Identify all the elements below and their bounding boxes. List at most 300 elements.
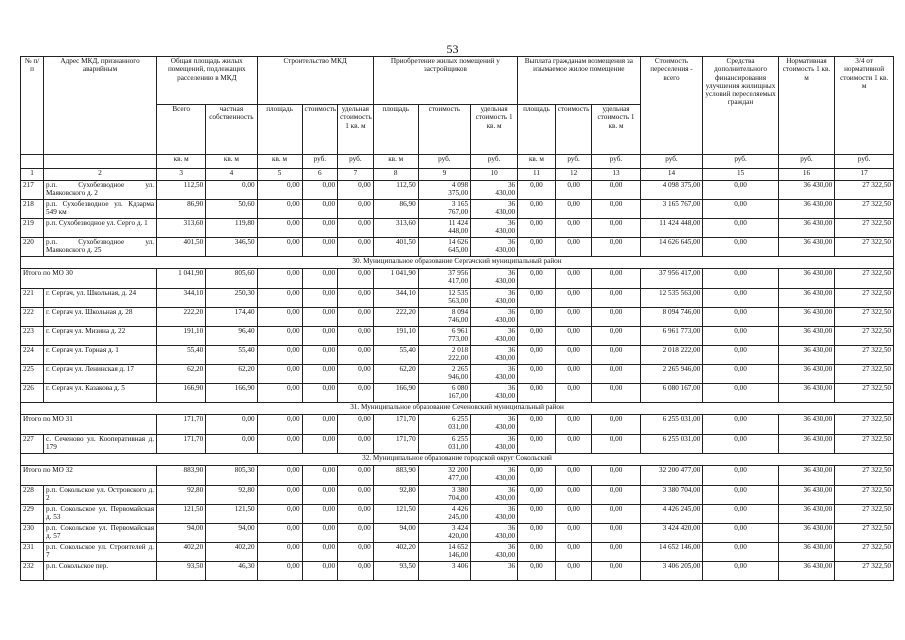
build-unit-cost: 0,00 [338,562,374,581]
build-cost: 0,00 [302,365,338,384]
subtotal-row [21,466,894,486]
pay-cost: 0,00 [555,269,592,289]
pay-area: 0,00 [518,346,556,365]
buy-area: 344,10 [373,289,418,308]
build-cost: 0,00 [302,384,338,403]
three-quarters-cost: 27 322,50 [835,238,894,257]
column-number: 6 [302,169,338,181]
private-area: 119,80 [206,219,257,238]
pay-cost: 0,00 [555,365,592,384]
extra-funds: 0,00 [703,200,778,219]
section-heading-row [21,454,894,466]
build-area: 0,00 [257,181,302,200]
extra-funds: 0,00 [703,435,778,454]
buy-unit-line1: 36 [507,200,516,208]
row-address: г. Сергач ул. Казакова д. 5 [44,384,157,403]
pay-cost: 0,00 [555,466,592,486]
buy-unit-line2: 430,00 [495,373,516,382]
table-row [21,384,894,403]
extra-funds: 0,00 [703,181,778,200]
subheader-build-cost: стоимость [302,105,338,155]
buy-unit-cost [471,524,518,543]
buy-cost-line1: 2 265 [451,365,469,373]
buy-unit-line1: 36 [507,466,516,474]
buy-area: 92,80 [373,486,418,505]
buy-unit-line2: 430,00 [495,335,516,344]
table-row [21,308,894,327]
column-number: 15 [703,169,778,181]
buy-area: 171,70 [373,415,418,435]
build-unit-cost: 0,00 [338,346,374,365]
table-row [21,289,894,308]
row-number: 221 [21,289,44,308]
table-row [21,200,894,219]
private-area: 250,30 [206,289,257,308]
header-extra-funds: Средства дополнительного финансирования улучшения жилищных условий переселяемых граждан [703,57,778,155]
buy-cost [418,308,470,327]
buy-unit-line2: 430,00 [495,227,516,236]
buy-unit-cost [471,289,518,308]
buy-unit-cost [471,435,518,454]
build-area: 0,00 [257,562,302,581]
buy-unit-line1: 36 [507,327,516,335]
norm-unit-cost: 36 430,00 [778,466,835,486]
buy-unit-cost [471,505,518,524]
pay-cost: 0,00 [555,384,592,403]
build-unit-cost: 0,00 [338,200,374,219]
build-cost: 0,00 [302,200,338,219]
extra-funds: 0,00 [703,486,778,505]
buy-unit-cost [471,365,518,384]
subtotal-label: Итого по МО 30 [21,269,157,289]
unit-cell: руб. [555,155,592,169]
unit-cell: кв. м [206,155,257,169]
subheader-pay-area: площадь [518,105,556,155]
pay-area: 0,00 [518,238,556,257]
total-area: 121,50 [157,505,206,524]
buy-unit-line2: 430,00 [495,532,516,541]
section-heading: 32. Муниципальное образование городской округ Сокольский [21,454,894,466]
private-area: 0,00 [206,415,257,435]
pay-unit-cost: 0,00 [592,327,640,346]
table-row [21,524,894,543]
three-quarters-cost: 27 322,50 [835,466,894,486]
table-header [21,57,894,181]
buy-cost-line1: 14 626 [448,238,469,246]
total-area: 401,50 [157,238,206,257]
pay-area: 0,00 [518,384,556,403]
buy-unit-line2: 430,00 [495,443,516,452]
column-number: 13 [592,169,640,181]
build-unit-cost: 0,00 [338,289,374,308]
relocation-total-cost: 11 424 448,00 [640,219,703,238]
table-row [21,238,894,257]
table-row [21,327,894,346]
buy-unit-cost [471,562,518,581]
buy-unit-line1: 36 [507,486,516,494]
three-quarters-cost: 27 322,50 [835,524,894,543]
total-area: 62,20 [157,365,206,384]
three-quarters-cost: 27 322,50 [835,269,894,289]
buy-unit-line2: 430,00 [495,423,516,432]
buy-area: 191,10 [373,327,418,346]
row-address: р.п. Сухобезводное ул. Кдзарма 549 км [44,200,157,219]
total-area: 344,10 [157,289,206,308]
buy-unit-line1: 36 [507,543,516,551]
relocation-total-cost: 2 265 946,00 [640,365,703,384]
build-unit-cost: 0,00 [338,505,374,524]
build-cost: 0,00 [302,543,338,562]
build-unit-cost: 0,00 [338,365,374,384]
column-number: 9 [418,169,470,181]
buy-cost [418,486,470,505]
buy-unit-line1: 36 [507,365,516,373]
buy-unit-cost [471,415,518,435]
buy-unit-line1: 36 [507,384,516,392]
unit-cell: руб. [471,155,518,169]
column-number: 7 [338,169,374,181]
build-cost: 0,00 [302,269,338,289]
total-area: 313,60 [157,219,206,238]
row-address: с. Сеченово ул. Кооперативная д. 179 [44,435,157,454]
pay-cost: 0,00 [555,327,592,346]
pay-area: 0,00 [518,289,556,308]
buy-cost [418,269,470,289]
buy-cost [418,384,470,403]
extra-funds: 0,00 [703,269,778,289]
pay-unit-cost: 0,00 [592,308,640,327]
norm-unit-cost: 36 430,00 [778,308,835,327]
pay-cost: 0,00 [555,562,592,581]
extra-funds: 0,00 [703,308,778,327]
buy-cost-line2: 375,00 [448,189,469,198]
norm-unit-cost: 36 430,00 [778,365,835,384]
buy-cost [418,466,470,486]
unit-cell: кв. м [373,155,418,169]
section-heading-row [21,257,894,269]
buy-unit-cost [471,308,518,327]
pay-area: 0,00 [518,365,556,384]
buy-cost [418,435,470,454]
row-address: г. Сергач ул. Мизина д. 22 [44,327,157,346]
pay-cost: 0,00 [555,200,592,219]
column-number: 5 [257,169,302,181]
pay-cost: 0,00 [555,435,592,454]
private-area: 92,80 [206,486,257,505]
header-pay-group: Выплата гражданам возмещения за изымаемое жилое помещение [518,57,640,105]
row-address: р.п. Сухобезводное ул. Маяковского д. 25 [44,238,157,257]
extra-funds: 0,00 [703,524,778,543]
table-row [21,486,894,505]
relocation-total-cost: 14 652 146,00 [640,543,703,562]
buy-cost-line1: 3 380 [451,486,469,494]
three-quarters-cost: 27 322,50 [835,308,894,327]
row-number: 219 [21,219,44,238]
buy-cost-line1: 4 098 [451,181,469,189]
three-quarters-cost: 27 322,50 [835,562,894,581]
pay-cost: 0,00 [555,486,592,505]
build-cost: 0,00 [302,327,338,346]
pay-area: 0,00 [518,562,556,581]
buy-cost-line2: 448,00 [448,227,469,236]
table-body [21,181,894,581]
buy-cost [418,524,470,543]
header-norm-cost: Нормативная стоимость 1 кв. м [778,57,835,155]
buy-unit-cost [471,219,518,238]
pay-unit-cost: 0,00 [592,415,640,435]
row-number: 229 [21,505,44,524]
relocation-total-cost: 3 424 420,00 [640,524,703,543]
build-cost: 0,00 [302,219,338,238]
norm-unit-cost: 36 430,00 [778,346,835,365]
buy-unit-cost [471,269,518,289]
unit-cell: руб. [418,155,470,169]
norm-unit-cost: 36 430,00 [778,505,835,524]
pay-area: 0,00 [518,524,556,543]
total-area: 94,00 [157,524,206,543]
column-number: 12 [555,169,592,181]
three-quarters-cost: 27 322,50 [835,505,894,524]
buy-cost-line2: 704,00 [448,494,469,503]
relocation-total-cost: 2 018 222,00 [640,346,703,365]
unit-cell: руб. [640,155,703,169]
buy-unit-line2: 430,00 [495,316,516,325]
build-unit-cost: 0,00 [338,269,374,289]
build-cost: 0,00 [302,415,338,435]
header-address: Адрес МКД, признанного аварийным [44,57,157,155]
build-unit-cost: 0,00 [338,219,374,238]
subtotal-label: Итого по МО 32 [21,466,157,486]
relocation-total-cost: 4 098 375,00 [640,181,703,200]
buy-area: 86,90 [373,200,418,219]
buy-cost [418,219,470,238]
buy-unit-cost [471,384,518,403]
pay-area: 0,00 [518,435,556,454]
column-number: 10 [471,169,518,181]
buy-area: 112,50 [373,181,418,200]
build-area: 0,00 [257,524,302,543]
unit-cell: кв. м [257,155,302,169]
row-address: г. Сергач, ул. Школьная, д. 24 [44,289,157,308]
three-quarters-cost: 27 322,50 [835,200,894,219]
relocation-total-cost: 12 535 563,00 [640,289,703,308]
pay-area: 0,00 [518,308,556,327]
extra-funds: 0,00 [703,219,778,238]
buy-unit-cost [471,346,518,365]
table-row [21,346,894,365]
buy-area: 62,20 [373,365,418,384]
buy-cost-line1: 32 200 [448,466,469,474]
norm-unit-cost: 36 430,00 [778,384,835,403]
private-area: 46,30 [206,562,257,581]
build-unit-cost: 0,00 [338,238,374,257]
relocation-total-cost: 14 626 645,00 [640,238,703,257]
table-row [21,562,894,581]
row-address: р.п. Сухобезводное ул. Серго д. 1 [44,219,157,238]
build-area: 0,00 [257,384,302,403]
norm-unit-cost: 36 430,00 [778,524,835,543]
build-area: 0,00 [257,505,302,524]
buy-cost-line1: 3 406 [451,562,469,570]
build-unit-cost: 0,00 [338,435,374,454]
build-cost: 0,00 [302,181,338,200]
table-row [21,435,894,454]
buy-unit-line2: 430,00 [495,494,516,503]
subheader-pay-cost: стоимость [555,105,592,155]
buy-cost-line2: 946,00 [448,373,469,382]
norm-unit-cost: 36 430,00 [778,219,835,238]
buy-cost-line1: 11 424 [448,219,469,227]
build-cost: 0,00 [302,289,338,308]
norm-unit-cost: 36 430,00 [778,327,835,346]
table-row [21,543,894,562]
buy-area: 171,70 [373,435,418,454]
row-number: 217 [21,181,44,200]
buy-cost-line2: 645,00 [448,246,469,255]
pay-unit-cost: 0,00 [592,346,640,365]
norm-unit-cost: 36 430,00 [778,181,835,200]
buy-unit-line1: 36 [507,181,516,189]
buy-cost-line1: 2 018 [451,346,469,354]
buy-unit-line1: 36 [507,415,516,423]
row-address: г. Сергач ул. Ленинская д. 17 [44,365,157,384]
buy-area: 313,60 [373,219,418,238]
private-area: 62,20 [206,365,257,384]
buy-cost-line2: 245,00 [448,513,469,522]
subheader-buy-area: площадь [373,105,418,155]
norm-unit-cost: 36 430,00 [778,543,835,562]
extra-funds: 0,00 [703,365,778,384]
buy-cost-line2: 417,00 [448,277,469,286]
total-area: 171,70 [157,415,206,435]
buy-cost-line2: 746,00 [448,316,469,325]
section-heading: 31. Муниципальное образование Сеченовский муниципальный район [21,403,894,415]
three-quarters-cost: 27 322,50 [835,327,894,346]
buy-area: 55,40 [373,346,418,365]
relocation-total-cost: 3 380 704,00 [640,486,703,505]
buy-unit-cost [471,327,518,346]
subtotal-label: Итого по МО 31 [21,415,157,435]
extra-funds: 0,00 [703,543,778,562]
subtotal-row [21,269,894,289]
relocation-total-cost: 6 255 031,00 [640,435,703,454]
buy-unit-cost [471,486,518,505]
header-three-quarters: 3/4 от нормативной стоимости 1 кв. м [835,57,894,155]
buy-unit-line1: 36 [507,524,516,532]
buy-cost [418,289,470,308]
relocation-total-cost: 6 255 031,00 [640,415,703,435]
unit-cell: руб. [703,155,778,169]
pay-cost: 0,00 [555,308,592,327]
build-cost: 0,00 [302,524,338,543]
pay-unit-cost: 0,00 [592,200,640,219]
column-number: 2 [44,169,157,181]
pay-cost: 0,00 [555,415,592,435]
buy-area: 93,50 [373,562,418,581]
units-row [21,155,894,169]
buy-unit-line2: 430,00 [495,551,516,560]
three-quarters-cost: 27 322,50 [835,346,894,365]
build-unit-cost: 0,00 [338,327,374,346]
three-quarters-cost: 27 322,50 [835,486,894,505]
buy-cost [418,415,470,435]
section-heading: 30. Муниципальное образование Сергачский муниципальный район [21,257,894,269]
column-number: 16 [778,169,835,181]
pay-cost: 0,00 [555,219,592,238]
pay-cost: 0,00 [555,505,592,524]
norm-unit-cost: 36 430,00 [778,238,835,257]
buy-unit-line2: 430,00 [495,354,516,363]
pay-cost: 0,00 [555,289,592,308]
pay-area: 0,00 [518,200,556,219]
buy-unit-line1: 36 [507,346,516,354]
relocation-total-cost: 6 961 773,00 [640,327,703,346]
build-area: 0,00 [257,435,302,454]
total-area: 93,50 [157,562,206,581]
row-number: 232 [21,562,44,581]
pay-unit-cost: 0,00 [592,505,640,524]
row-number: 226 [21,384,44,403]
relocation-table [20,56,894,581]
table-row [21,505,894,524]
build-cost: 0,00 [302,308,338,327]
three-quarters-cost: 27 322,50 [835,384,894,403]
buy-cost [418,327,470,346]
build-unit-cost: 0,00 [338,486,374,505]
pay-cost: 0,00 [555,181,592,200]
pay-unit-cost: 0,00 [592,365,640,384]
subheader-pay-unit: удельная стоимость 1 кв. м [592,105,640,155]
buy-unit-cost [471,466,518,486]
buy-area: 883,90 [373,466,418,486]
buy-area: 94,00 [373,524,418,543]
total-area: 92,80 [157,486,206,505]
row-address: р.п. Сокольское ул. Первомайская д. 57 [44,524,157,543]
unit-cell: кв. м [518,155,556,169]
buy-cost-line1: 6 255 [451,435,469,443]
build-unit-cost: 0,00 [338,181,374,200]
row-number: 228 [21,486,44,505]
three-quarters-cost: 27 322,50 [835,543,894,562]
three-quarters-cost: 27 322,50 [835,181,894,200]
build-cost: 0,00 [302,435,338,454]
buy-unit-line1: 36 [507,238,516,246]
table-row [21,181,894,200]
norm-unit-cost: 36 430,00 [778,562,835,581]
extra-funds: 0,00 [703,505,778,524]
subheader-total: Всего [157,105,206,155]
buy-cost-line1: 8 094 [451,308,469,316]
private-area: 402,20 [206,543,257,562]
extra-funds: 0,00 [703,415,778,435]
three-quarters-cost: 27 322,50 [835,365,894,384]
private-area: 346,50 [206,238,257,257]
relocation-total-cost: 32 200 477,00 [640,466,703,486]
build-area: 0,00 [257,200,302,219]
private-area: 55,40 [206,346,257,365]
private-area: 166,90 [206,384,257,403]
total-area: 166,90 [157,384,206,403]
buy-cost [418,562,470,581]
column-numbers-row [21,169,894,181]
extra-funds: 0,00 [703,384,778,403]
buy-unit-cost [471,543,518,562]
header-num: № п/п [21,57,44,155]
norm-unit-cost: 36 430,00 [778,486,835,505]
buy-cost-line1: 6 961 [451,327,469,335]
buy-cost-line2: 222,00 [448,354,469,363]
total-area: 222,20 [157,308,206,327]
